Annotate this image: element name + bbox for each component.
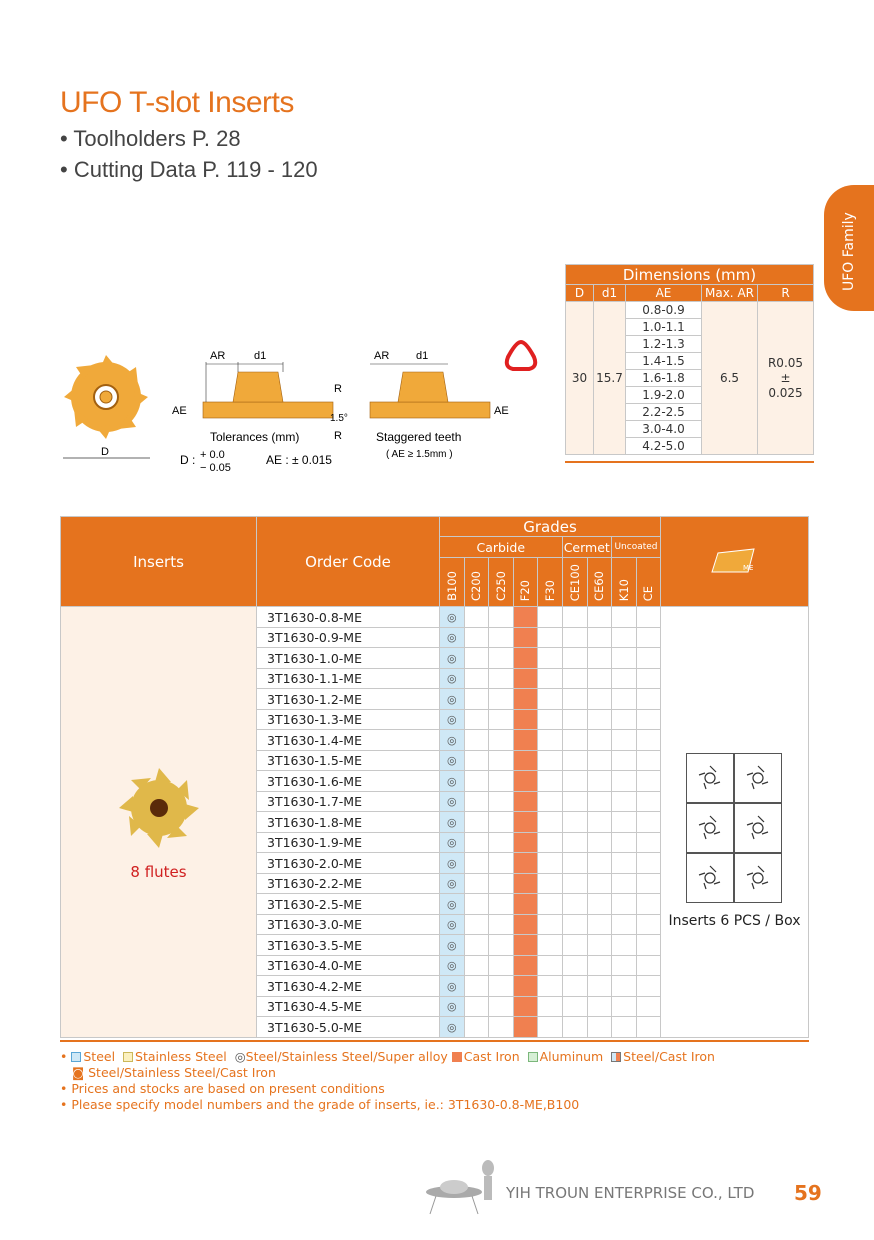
grade-cell-f20 [513, 709, 538, 730]
grade-header-ce: CE [636, 558, 661, 607]
grade-cell-ce100 [562, 791, 587, 812]
grade-cell-b100: ◎ [440, 627, 465, 648]
grade-header-f30: F30 [538, 558, 563, 607]
grade-cell-c200 [464, 627, 489, 648]
grade-cell-c250 [489, 689, 514, 710]
grade-cell-ce100 [562, 935, 587, 956]
grade-cell-f20 [513, 976, 538, 997]
packaging-cell [661, 607, 809, 1038]
dim-max-ar-value: 6.5 [702, 302, 758, 455]
grade-cell-ce [636, 709, 661, 730]
grade-cell-ce60 [587, 1017, 612, 1038]
grade-cell-f30 [538, 709, 563, 730]
grade-cell-k10 [612, 648, 637, 669]
grade-cell-f30 [538, 812, 563, 833]
grade-cell-f30 [538, 832, 563, 853]
me-tag: ME [742, 564, 753, 573]
grade-cell-c200 [464, 935, 489, 956]
grade-cell-c250 [489, 832, 514, 853]
grade-cell-ce60 [587, 812, 612, 833]
grade-cell-f30 [538, 853, 563, 874]
grade-cell-b100: ◎ [440, 689, 465, 710]
grade-cell-c200 [464, 730, 489, 751]
label-ar-2: AR [374, 350, 390, 362]
dim-bottom-rule [565, 461, 814, 463]
grade-cell-f20 [513, 914, 538, 935]
grade-cell-ce [636, 791, 661, 812]
grade-cell-b100: ◎ [440, 730, 465, 751]
grade-cell-ce [636, 812, 661, 833]
grade-cell-f20 [513, 935, 538, 956]
order-code: 3T1630-2.2-ME [257, 873, 440, 894]
grade-cell-f30 [538, 607, 563, 628]
grade-cell-ce60 [587, 976, 612, 997]
dim-ae-value: 3.0-4.0 [626, 421, 702, 438]
dim-ae-value: 1.6-1.8 [626, 370, 702, 387]
grade-header-c250: C250 [489, 558, 514, 607]
dim-ae-value: 1.0-1.1 [626, 319, 702, 336]
dim-ae-value: 1.2-1.3 [626, 336, 702, 353]
grade-cell-ce100 [562, 730, 587, 751]
grade-cell-f30 [538, 648, 563, 669]
side-view-tolerances [172, 350, 348, 474]
header-order-code: Order Code [257, 517, 440, 607]
grade-cell-f20 [513, 812, 538, 833]
grade-cell-b100: ◎ [440, 914, 465, 935]
grade-cell-c250 [489, 771, 514, 792]
grade-cell-c250 [489, 812, 514, 833]
grade-cell-c200 [464, 832, 489, 853]
grade-cell-c250 [489, 1017, 514, 1038]
header-carbide: Carbide [440, 537, 563, 558]
dim-ae-value: 2.2-2.5 [626, 404, 702, 421]
grade-cell-ce [636, 771, 661, 792]
dim-header-r: R [758, 285, 814, 302]
dim-d-value: 30 [566, 302, 594, 455]
grade-cell-c250 [489, 648, 514, 669]
grade-cell-ce100 [562, 996, 587, 1017]
grade-cell-ce [636, 1017, 661, 1038]
grade-cell-c200 [464, 914, 489, 935]
grade-cell-c200 [464, 750, 489, 771]
box-insert-icon [686, 753, 734, 803]
grade-cell-f30 [538, 873, 563, 894]
grade-cell-f20 [513, 996, 538, 1017]
label-d1-1: d1 [254, 350, 267, 362]
grade-cell-k10 [612, 689, 637, 710]
grade-cell-ce100 [562, 853, 587, 874]
grade-cell-ce [636, 648, 661, 669]
header-shape [661, 517, 809, 607]
label-r-bottom: R [334, 430, 342, 442]
grade-cell-k10 [612, 935, 637, 956]
grade-cell-ce100 [562, 689, 587, 710]
legend-line-2: ◙ Steel/Stainless Steel/Cast Iron [72, 1065, 276, 1080]
grade-cell-k10 [612, 627, 637, 648]
grade-cell-f30 [538, 935, 563, 956]
box-grid [686, 753, 784, 903]
grade-cell-k10 [612, 607, 637, 628]
insert-photo-icon [114, 763, 204, 853]
label-d1-2: d1 [416, 350, 429, 362]
grade-cell-c200 [464, 709, 489, 730]
grade-cell-f30 [538, 771, 563, 792]
grade-cell-ce60 [587, 730, 612, 751]
side-tab-label: UFO Family [841, 212, 857, 291]
dimensions-title: Dimensions (mm) [566, 265, 814, 285]
grade-cell-k10 [612, 750, 637, 771]
grade-cell-c200 [464, 894, 489, 915]
flutes-label: 8 flutes [130, 863, 187, 881]
grade-cell-ce100 [562, 750, 587, 771]
grade-cell-c200 [464, 996, 489, 1017]
label-r-top: R [334, 383, 342, 395]
order-code: 3T1630-1.0-ME [257, 648, 440, 669]
insert-face-icon [64, 355, 148, 439]
grade-cell-ce [636, 607, 661, 628]
grade-cell-ce [636, 832, 661, 853]
header-cermet: Cermet [562, 537, 612, 558]
grade-cell-f20 [513, 873, 538, 894]
order-code: 3T1630-1.1-ME [257, 668, 440, 689]
grade-cell-b100: ◎ [440, 668, 465, 689]
dim-ae-value: 1.9-2.0 [626, 387, 702, 404]
grade-cell-ce100 [562, 894, 587, 915]
grade-cell-f30 [538, 914, 563, 935]
grade-cell-ce60 [587, 627, 612, 648]
grade-cell-c250 [489, 976, 514, 997]
grade-cell-ce [636, 873, 661, 894]
grade-cell-ce [636, 668, 661, 689]
grade-cell-ce [636, 894, 661, 915]
grade-cell-b100: ◎ [440, 976, 465, 997]
grade-cell-f20 [513, 689, 538, 710]
dimensions-table [565, 264, 814, 455]
grade-cell-k10 [612, 853, 637, 874]
grade-cell-f30 [538, 750, 563, 771]
grade-cell-k10 [612, 914, 637, 935]
grade-cell-k10 [612, 955, 637, 976]
grade-cell-f30 [538, 894, 563, 915]
label-ar-1: AR [210, 350, 226, 362]
grade-cell-f30 [538, 627, 563, 648]
box-insert-icon [734, 853, 782, 903]
grade-cell-c200 [464, 1017, 489, 1038]
grade-cell-f20 [513, 627, 538, 648]
grade-cell-ce100 [562, 607, 587, 628]
grade-cell-k10 [612, 668, 637, 689]
bullet-cutting-data: • Cutting Data P. 119 - 120 [60, 157, 318, 182]
label-tol-ae: AE : ± 0.015 [266, 453, 332, 467]
main-bottom-rule [60, 1040, 809, 1042]
label-staggered-note: ( AE ≥ 1.5mm ) [386, 449, 453, 460]
grade-cell-c200 [464, 853, 489, 874]
grade-cell-ce [636, 750, 661, 771]
grade-cell-c200 [464, 791, 489, 812]
dim-ae-value: 0.8-0.9 [626, 302, 702, 319]
grade-cell-c250 [489, 914, 514, 935]
me-shape-icon [710, 545, 760, 575]
grade-cell-c200 [464, 607, 489, 628]
order-code: 3T1630-2.5-ME [257, 894, 440, 915]
grade-cell-k10 [612, 1017, 637, 1038]
legend [60, 1049, 715, 1113]
technical-diagram [58, 340, 558, 480]
header-uncoated: Uncoated [612, 537, 661, 558]
order-code: 3T1630-1.2-ME [257, 689, 440, 710]
order-code: 3T1630-0.9-ME [257, 627, 440, 648]
grade-cell-c250 [489, 996, 514, 1017]
box-insert-icon [734, 753, 782, 803]
grade-cell-c200 [464, 873, 489, 894]
insert-image-cell [61, 607, 257, 1038]
label-angle: 1.5° [330, 413, 348, 424]
box-label: Inserts 6 PCS / Box [668, 913, 801, 929]
grade-cell-c250 [489, 709, 514, 730]
grade-cell-c200 [464, 668, 489, 689]
grade-cell-c250 [489, 873, 514, 894]
grade-cell-ce60 [587, 873, 612, 894]
note-specify: • Please specify model numbers and the grade of inserts, ie.: 3T1630-0.8-ME,B100 [60, 1097, 580, 1112]
label-tolerances: Tolerances (mm) [210, 430, 300, 444]
grade-cell-c250 [489, 955, 514, 976]
grade-cell-b100: ◎ [440, 709, 465, 730]
grade-cell-b100: ◎ [440, 935, 465, 956]
company-name: YIH TROUN ENTERPRISE CO., LTD [506, 1184, 755, 1202]
grade-cell-ce [636, 914, 661, 935]
grade-cell-ce100 [562, 709, 587, 730]
grade-cell-f20 [513, 607, 538, 628]
grade-cell-f30 [538, 689, 563, 710]
grade-cell-k10 [612, 832, 637, 853]
grade-cell-ce60 [587, 914, 612, 935]
grade-header-ce60: CE60 [587, 558, 612, 607]
grade-cell-f20 [513, 750, 538, 771]
grade-cell-ce [636, 955, 661, 976]
grade-cell-f20 [513, 853, 538, 874]
header-inserts: Inserts [61, 517, 257, 607]
grade-cell-f30 [538, 976, 563, 997]
header-grades: Grades [440, 517, 661, 537]
grade-cell-k10 [612, 709, 637, 730]
order-code: 3T1630-5.0-ME [257, 1017, 440, 1038]
grade-cell-ce60 [587, 935, 612, 956]
box-insert-icon [686, 803, 734, 853]
grade-cell-ce60 [587, 709, 612, 730]
grade-cell-f20 [513, 791, 538, 812]
grade-cell-f30 [538, 955, 563, 976]
grade-cell-b100: ◎ [440, 996, 465, 1017]
grade-cell-b100: ◎ [440, 1017, 465, 1038]
grade-cell-f30 [538, 996, 563, 1017]
grade-cell-c250 [489, 791, 514, 812]
order-code: 3T1630-4.2-ME [257, 976, 440, 997]
grade-cell-c250 [489, 853, 514, 874]
grade-cell-c200 [464, 689, 489, 710]
grade-cell-b100: ◎ [440, 894, 465, 915]
grade-cell-f20 [513, 832, 538, 853]
grade-cell-k10 [612, 873, 637, 894]
grade-cell-k10 [612, 996, 637, 1017]
grade-cell-f20 [513, 955, 538, 976]
grade-cell-ce60 [587, 955, 612, 976]
label-d: D [101, 446, 109, 458]
order-code: 3T1630-1.4-ME [257, 730, 440, 751]
label-staggered: Staggered teeth [376, 430, 462, 444]
grade-cell-ce60 [587, 853, 612, 874]
side-tab[interactable] [824, 185, 874, 311]
grade-cell-ce60 [587, 607, 612, 628]
grade-cell-b100: ◎ [440, 750, 465, 771]
grade-cell-ce [636, 689, 661, 710]
box-insert-icon [734, 803, 782, 853]
dim-header-d: D [566, 285, 594, 302]
grade-cell-k10 [612, 894, 637, 915]
grade-header-c200: C200 [464, 558, 489, 607]
order-code: 3T1630-1.5-ME [257, 750, 440, 771]
grade-cell-b100: ◎ [440, 607, 465, 628]
grade-cell-k10 [612, 791, 637, 812]
dim-ae-value: 1.4-1.5 [626, 353, 702, 370]
grade-cell-k10 [612, 812, 637, 833]
grade-cell-c200 [464, 955, 489, 976]
grade-cell-ce100 [562, 955, 587, 976]
profile-icon [507, 342, 535, 369]
order-code: 3T1630-3.0-ME [257, 914, 440, 935]
grade-cell-ce100 [562, 627, 587, 648]
dim-d1-value: 15.7 [594, 302, 626, 455]
inserts-table [60, 516, 809, 1038]
grade-cell-f20 [513, 771, 538, 792]
grade-cell-f20 [513, 668, 538, 689]
grade-header-ce100: CE100 [562, 558, 587, 607]
grade-cell-c250 [489, 607, 514, 628]
grade-cell-ce100 [562, 668, 587, 689]
grade-cell-c250 [489, 730, 514, 751]
grade-cell-c250 [489, 627, 514, 648]
grade-cell-f30 [538, 791, 563, 812]
grade-cell-ce [636, 627, 661, 648]
grade-cell-c250 [489, 668, 514, 689]
grade-cell-c200 [464, 812, 489, 833]
order-code: 3T1630-1.7-ME [257, 791, 440, 812]
label-tol-d: D : [180, 453, 196, 467]
grade-cell-ce60 [587, 668, 612, 689]
grade-cell-b100: ◎ [440, 853, 465, 874]
grade-cell-c250 [489, 750, 514, 771]
grade-cell-b100: ◎ [440, 955, 465, 976]
order-code: 3T1630-1.8-ME [257, 812, 440, 833]
grade-cell-c250 [489, 894, 514, 915]
dim-ae-value: 4.2-5.0 [626, 438, 702, 455]
grade-cell-ce60 [587, 771, 612, 792]
grade-cell-ce100 [562, 1017, 587, 1038]
page-number: 59 [794, 1181, 822, 1205]
order-code: 3T1630-1.3-ME [257, 709, 440, 730]
grade-cell-k10 [612, 771, 637, 792]
grade-cell-ce [636, 730, 661, 751]
side-view-staggered [370, 350, 509, 460]
grade-cell-f30 [538, 1017, 563, 1038]
grade-cell-ce100 [562, 873, 587, 894]
page-title: UFO T-slot Inserts [60, 86, 294, 119]
dim-header-d1: d1 [594, 285, 626, 302]
grade-cell-f20 [513, 894, 538, 915]
grade-cell-f20 [513, 730, 538, 751]
grade-cell-ce60 [587, 894, 612, 915]
table-row [61, 607, 809, 628]
grade-cell-b100: ◎ [440, 832, 465, 853]
dim-header-max-ar: Max. AR [702, 285, 758, 302]
grade-cell-k10 [612, 730, 637, 751]
grade-cell-ce60 [587, 832, 612, 853]
dim-header-ae: AE [626, 285, 702, 302]
grade-header-f20: F20 [513, 558, 538, 607]
grade-cell-ce [636, 935, 661, 956]
label-tol-d-minus: − 0.05 [200, 462, 231, 474]
grade-cell-c200 [464, 976, 489, 997]
grade-cell-b100: ◎ [440, 791, 465, 812]
grade-cell-b100: ◎ [440, 873, 465, 894]
grade-cell-ce100 [562, 832, 587, 853]
grade-cell-ce60 [587, 689, 612, 710]
grade-cell-k10 [612, 976, 637, 997]
grade-cell-b100: ◎ [440, 648, 465, 669]
box-insert-icon [686, 853, 734, 903]
grade-cell-c200 [464, 771, 489, 792]
grade-cell-f30 [538, 668, 563, 689]
grade-cell-ce [636, 996, 661, 1017]
legend-line-1: • Steel Stainless Steel ◎Steel/Stainless Steel/Super alloy Cast Iron Aluminum Steel/Cast Iron [60, 1049, 715, 1064]
grade-cell-ce60 [587, 648, 612, 669]
grade-cell-ce100 [562, 976, 587, 997]
grade-cell-b100: ◎ [440, 812, 465, 833]
order-code: 3T1630-1.9-ME [257, 832, 440, 853]
grade-cell-ce [636, 976, 661, 997]
grade-cell-f20 [513, 1017, 538, 1038]
grade-cell-b100: ◎ [440, 771, 465, 792]
dim-r-value: R0.05 ± 0.025 [758, 302, 814, 455]
order-code: 3T1630-3.5-ME [257, 935, 440, 956]
order-code: 3T1630-4.0-ME [257, 955, 440, 976]
ufo-logo-icon [424, 1156, 504, 1218]
grade-cell-f20 [513, 648, 538, 669]
label-tol-d-plus: + 0.0 [200, 449, 225, 461]
grade-cell-ce60 [587, 996, 612, 1017]
grade-cell-c250 [489, 935, 514, 956]
grade-cell-ce100 [562, 812, 587, 833]
grade-cell-ce [636, 853, 661, 874]
label-ae-right: AE [494, 405, 509, 417]
note-prices: • Prices and stocks are based on present conditions [60, 1081, 385, 1096]
grade-cell-ce60 [587, 791, 612, 812]
grade-header-b100: B100 [440, 558, 465, 607]
order-code: 3T1630-2.0-ME [257, 853, 440, 874]
grade-cell-ce60 [587, 750, 612, 771]
label-ae-left: AE [172, 405, 187, 417]
grade-cell-ce100 [562, 771, 587, 792]
order-code: 3T1630-4.5-ME [257, 996, 440, 1017]
order-code: 3T1630-0.8-ME [257, 607, 440, 628]
bullet-toolholders: • Toolholders P. 28 [60, 126, 241, 151]
grade-cell-c200 [464, 648, 489, 669]
grade-cell-f30 [538, 730, 563, 751]
grade-cell-ce100 [562, 648, 587, 669]
order-code: 3T1630-1.6-ME [257, 771, 440, 792]
grade-header-k10: K10 [612, 558, 637, 607]
grade-cell-ce100 [562, 914, 587, 935]
